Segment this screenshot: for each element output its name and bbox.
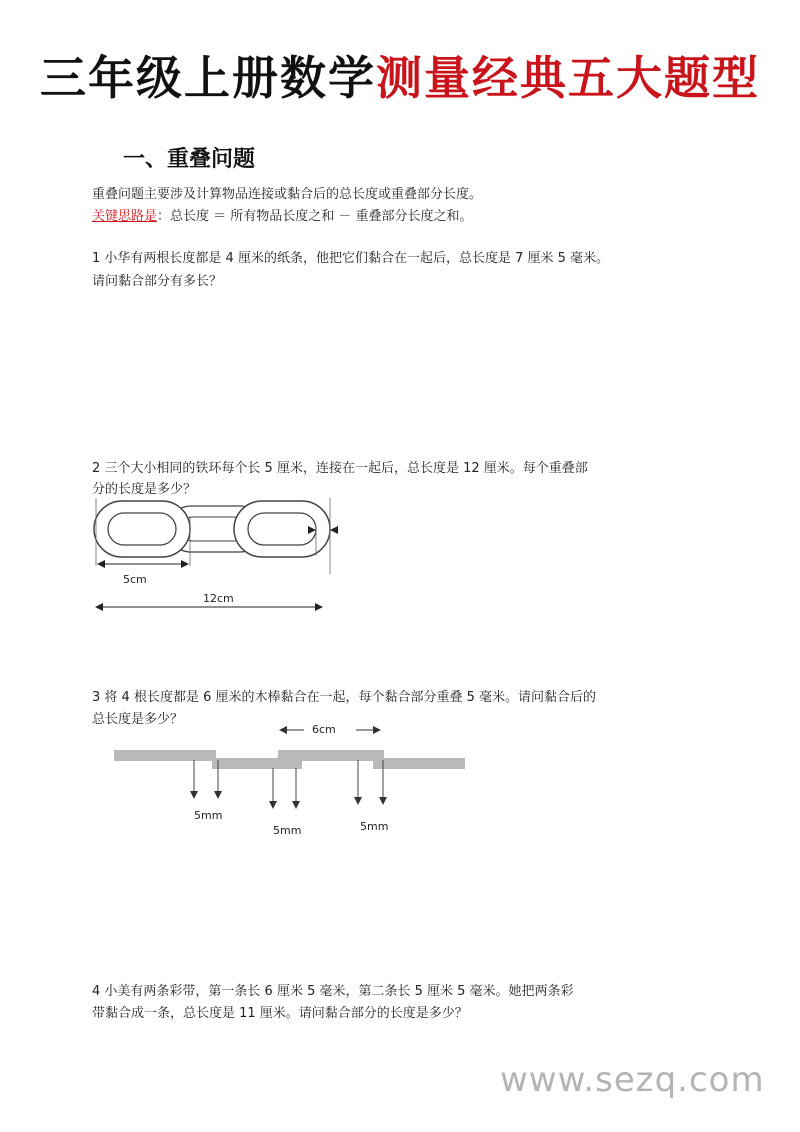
page-title — [0, 42, 800, 108]
key-text: ：总长度 ＝ 所有物品长度之和 － 重叠部分长度之和。 — [157, 209, 473, 224]
problem-4-line-2: 带黏合成一条，总长度是 11 厘米。请问黏合部分的长度是多少？ — [92, 1006, 468, 1021]
chain-rings-figure — [88, 496, 348, 618]
overlap-label-3: 5mm — [360, 820, 389, 833]
overlap-label-1: 5mm — [194, 809, 223, 822]
stick-4 — [373, 758, 465, 769]
problem-4-line-1: 4 小美有两条彩带，第一条长 6 厘米 5 毫米，第二条长 5 厘米 5 毫米。她把两条彩 — [92, 984, 574, 999]
problem-1-line-1: 1 小华有两根长度都是 4 厘米的纸条，他把它们黏合在一起后，总长度是 7 厘米 5 毫米。 — [92, 251, 610, 266]
stick-3 — [278, 750, 384, 761]
overlap-label-2: 5mm — [273, 824, 302, 837]
stick-length-label: 6cm — [312, 723, 336, 736]
title-black-part: 三年级上册数学 — [40, 51, 376, 105]
sticks-figure — [108, 716, 470, 840]
problem-3-line-1: 3 将 4 根长度都是 6 厘米的木棒黏合在一起，每个黏合部分重叠 5 毫米。请问黏合后的 — [92, 690, 597, 705]
watermark: www.sezq.com — [500, 1060, 765, 1100]
problem-3-line-2: 总长度是多少？ — [92, 712, 184, 727]
stick-1 — [114, 750, 216, 761]
intro-text: 重叠问题主要涉及计算物品连接或黏合后的总长度或重叠部分长度。 — [92, 187, 483, 202]
problem-2-line-1: 2 三个大小相同的铁环每个长 5 厘米，连接在一起后，总长度是 12 厘米。每个重叠部 — [92, 461, 588, 476]
key-idea — [92, 205, 473, 224]
section-heading: 一、重叠问题 — [123, 146, 256, 172]
dimension-12cm-label: 12cm — [203, 592, 234, 605]
problem-1-line-2: 请问黏合部分有多长？ — [92, 274, 223, 289]
key-label: 关键思路是 — [92, 209, 158, 224]
title-red-part: 测量经典五大题型 — [376, 51, 760, 105]
problem-2-line-2: 分的长度是多少？ — [92, 482, 197, 497]
dimension-5cm-label: 5cm — [123, 573, 147, 586]
